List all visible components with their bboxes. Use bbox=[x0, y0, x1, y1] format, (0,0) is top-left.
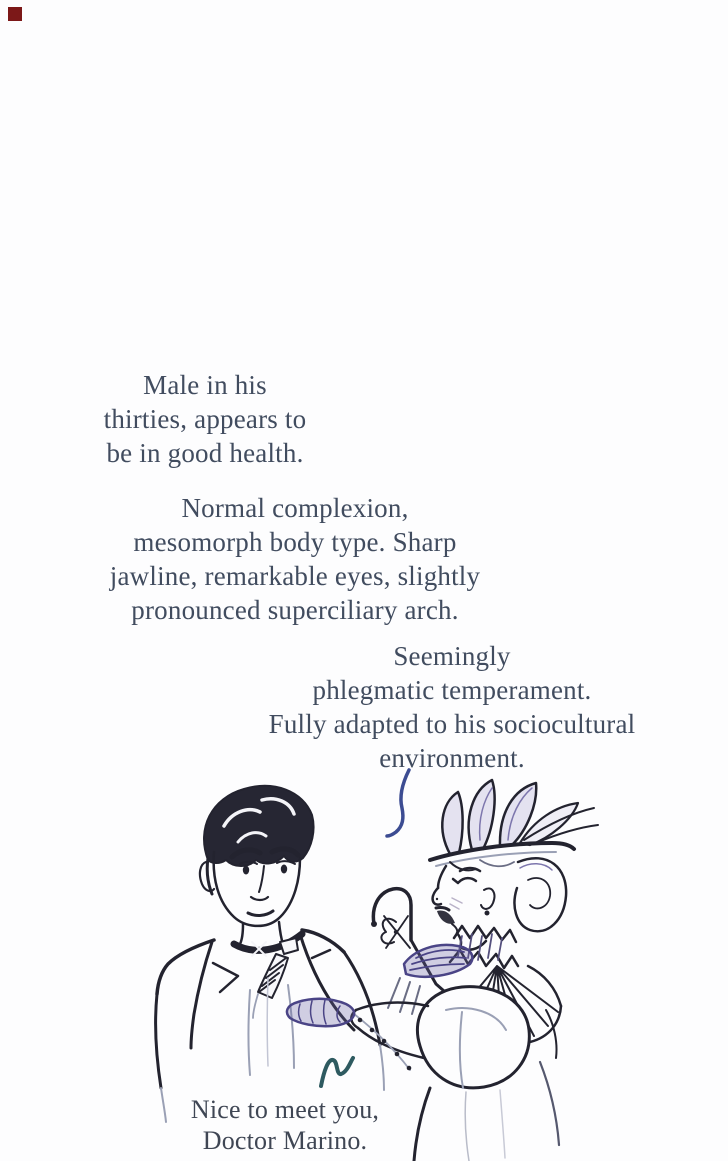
tilde-squiggle bbox=[321, 1058, 353, 1086]
speech-tail-squiggle bbox=[387, 770, 409, 836]
dialogue-line: Doctor Marino. bbox=[202, 1126, 368, 1155]
dialogue-line: Nice to meet you, bbox=[190, 1095, 380, 1124]
narration-line: Male in his bbox=[143, 370, 267, 400]
narration-line: Normal complexion, bbox=[181, 493, 409, 523]
narration-line: be in good health. bbox=[106, 438, 304, 468]
dialogue-text bbox=[135, 1094, 435, 1156]
narration-line: jawline, remarkable eyes, slightly bbox=[109, 561, 481, 591]
narration-line: phlegmatic temperament. bbox=[312, 675, 592, 705]
narration-line: pronounced superciliary arch. bbox=[131, 595, 459, 625]
narration-line: mesomorph body type. Sharp bbox=[133, 527, 457, 557]
narration-line: Seemingly bbox=[393, 641, 511, 671]
narration-line: Fully adapted to his sociocultural bbox=[268, 709, 636, 739]
man-sketch bbox=[156, 786, 384, 1122]
narration-line: environment. bbox=[379, 743, 525, 773]
narration-line: thirties, appears to bbox=[103, 404, 307, 434]
